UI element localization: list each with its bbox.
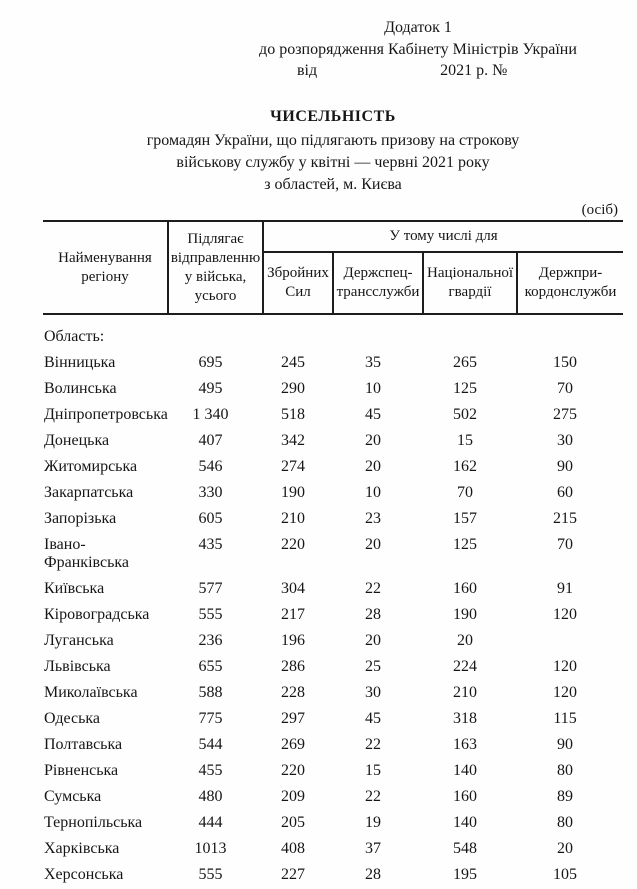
table-row xyxy=(43,350,623,376)
region-cell: Миколаївська xyxy=(44,684,138,701)
value-cell: 120 xyxy=(553,684,578,701)
region-cell: Херсонська xyxy=(44,866,124,883)
title-block xyxy=(43,106,623,196)
value-cell: 286 xyxy=(281,658,305,675)
region-cell: Полтавська xyxy=(44,736,123,753)
value-cell: 19 xyxy=(365,814,381,831)
table-row xyxy=(43,836,623,862)
annex-line-1: Додаток 1 xyxy=(384,19,452,36)
table-row xyxy=(43,654,623,680)
table-row xyxy=(43,532,623,576)
value-cell: 480 xyxy=(198,788,223,805)
value-cell: 220 xyxy=(281,762,305,779)
value-cell: 140 xyxy=(453,814,477,831)
value-cell: 20 xyxy=(365,632,381,649)
value-cell: 20 xyxy=(365,536,381,553)
value-cell: 210 xyxy=(453,684,477,701)
value-cell: 91 xyxy=(557,580,574,597)
value-cell: 274 xyxy=(281,458,305,475)
document-title: ЧИСЕЛЬНІСТЬ xyxy=(270,108,396,125)
table-row xyxy=(43,706,623,732)
table-row xyxy=(43,314,623,350)
value-cell: 245 xyxy=(281,354,305,371)
value-cell: 90 xyxy=(557,458,574,475)
region-cell: Закарпатська xyxy=(44,484,134,501)
region-cell: Вінницька xyxy=(44,354,116,371)
value-cell: 30 xyxy=(365,684,381,701)
value-cell: 22 xyxy=(365,736,381,753)
value-cell: 28 xyxy=(365,866,381,883)
value-cell: 265 xyxy=(453,354,477,371)
value-cell: 588 xyxy=(198,684,223,701)
annex-date-line xyxy=(250,60,586,82)
table-row xyxy=(43,454,623,480)
value-cell: 25 xyxy=(365,658,381,675)
value-cell: 217 xyxy=(281,606,305,623)
value-cell: 45 xyxy=(365,406,381,423)
region-cell: Запорізька xyxy=(44,510,117,527)
region-cell: Тернопільська xyxy=(44,814,143,831)
value-cell: 70 xyxy=(457,484,473,501)
col-header-special-transport: Держспец-трансслужби xyxy=(333,252,423,314)
annex-date-suffix: 2021 р. № xyxy=(440,62,508,79)
region-cell: Волинська xyxy=(44,380,117,397)
table-row xyxy=(43,506,623,532)
value-cell: 544 xyxy=(198,736,223,753)
value-cell: 20 xyxy=(557,840,574,857)
value-cell: 555 xyxy=(198,866,223,883)
value-cell: 224 xyxy=(453,658,477,675)
value-cell: 290 xyxy=(281,380,305,397)
table-row xyxy=(43,680,623,706)
region-cell: Луганська xyxy=(44,632,114,649)
value-cell: 577 xyxy=(198,580,223,597)
table-row xyxy=(43,758,623,784)
value-cell: 20 xyxy=(365,432,381,449)
value-cell: 548 xyxy=(453,840,477,857)
unit-note: (осіб) xyxy=(581,202,618,218)
region-cell: Донецька xyxy=(44,432,110,449)
value-cell: 160 xyxy=(453,788,477,805)
value-cell: 210 xyxy=(281,510,305,527)
col-header-border-service: Держпри-кордонслужби xyxy=(517,252,623,314)
value-cell: 228 xyxy=(281,684,305,701)
value-cell: 125 xyxy=(453,380,477,397)
annex-line-2: до розпорядження Кабінету Міністрів України xyxy=(259,40,577,58)
value-cell: 10 xyxy=(365,380,381,397)
region-cell: Одеська xyxy=(44,710,101,727)
annex-block xyxy=(250,17,586,82)
region-cell: Область: xyxy=(44,328,105,345)
value-cell: 10 xyxy=(365,484,381,501)
table-row xyxy=(43,628,623,654)
value-cell: 15 xyxy=(365,762,381,779)
value-cell: 22 xyxy=(365,788,381,805)
region-cell: Дніпропетровська xyxy=(44,406,168,423)
value-cell: 215 xyxy=(553,510,578,527)
region-cell: Харківська xyxy=(44,840,120,857)
value-cell: 120 xyxy=(553,658,578,675)
value-cell: 20 xyxy=(365,458,381,475)
value-cell xyxy=(333,314,423,350)
value-cell: 105 xyxy=(553,866,578,883)
value-cell: 269 xyxy=(281,736,305,753)
value-cell: 236 xyxy=(198,632,223,649)
value-cell: 80 xyxy=(557,814,574,831)
value-cell: 15 xyxy=(457,432,473,449)
value-cell: 775 xyxy=(198,710,223,727)
table-row xyxy=(43,480,623,506)
value-cell: 160 xyxy=(453,580,477,597)
title-subtitle-line: військову службу у квітні — червні 2021 року xyxy=(176,154,490,171)
value-cell: 37 xyxy=(365,840,381,857)
value-cell: 162 xyxy=(453,458,477,475)
table-header xyxy=(43,221,623,314)
value-cell: 1013 xyxy=(194,840,227,857)
value-cell: 695 xyxy=(198,354,223,371)
value-cell: 220 xyxy=(281,536,305,553)
value-cell: 140 xyxy=(453,762,477,779)
value-cell: 196 xyxy=(281,632,305,649)
value-cell: 304 xyxy=(281,580,305,597)
value-cell: 150 xyxy=(553,354,578,371)
value-cell: 518 xyxy=(281,406,305,423)
value-cell: 455 xyxy=(198,762,223,779)
value-cell: 20 xyxy=(457,632,473,649)
table-row xyxy=(43,402,623,428)
value-cell: 30 xyxy=(557,432,574,449)
value-cell xyxy=(517,628,623,654)
value-cell: 1 340 xyxy=(192,406,229,423)
value-cell: 28 xyxy=(365,606,381,623)
col-header-region: Найменування регіону xyxy=(43,221,168,314)
value-cell: 407 xyxy=(198,432,223,449)
value-cell: 89 xyxy=(557,788,574,805)
value-cell: 227 xyxy=(281,866,305,883)
value-cell: 115 xyxy=(553,710,577,727)
value-cell: 35 xyxy=(365,354,381,371)
table-row xyxy=(43,576,623,602)
annex-date-prefix: від xyxy=(297,62,318,79)
value-cell: 318 xyxy=(453,710,477,727)
value-cell: 163 xyxy=(453,736,477,753)
value-cell: 45 xyxy=(365,710,381,727)
value-cell: 90 xyxy=(557,736,574,753)
value-cell: 495 xyxy=(198,380,223,397)
value-cell: 60 xyxy=(557,484,574,501)
table-row xyxy=(43,602,623,628)
value-cell: 297 xyxy=(281,710,305,727)
value-cell xyxy=(263,314,333,350)
region-cell: Сумська xyxy=(44,788,102,805)
value-cell: 80 xyxy=(557,762,574,779)
value-cell: 342 xyxy=(281,432,305,449)
value-cell: 205 xyxy=(281,814,305,831)
table-body xyxy=(43,314,623,888)
region-cell: Львівська xyxy=(44,658,111,675)
value-cell: 330 xyxy=(198,484,223,501)
value-cell: 502 xyxy=(453,406,477,423)
value-cell: 546 xyxy=(198,458,223,475)
value-cell xyxy=(423,314,517,350)
col-header-national-guard: Національної гвардії xyxy=(423,252,517,314)
col-header-armed-forces: Збройних Сил xyxy=(263,252,333,314)
title-subtitle-line: громадян України, що підлягають призову на строкову xyxy=(146,132,520,149)
value-cell: 70 xyxy=(557,380,574,397)
value-cell: 190 xyxy=(281,484,305,501)
value-cell: 190 xyxy=(453,606,477,623)
value-cell: 275 xyxy=(553,406,578,423)
conscription-table xyxy=(43,220,623,888)
value-cell xyxy=(168,314,263,350)
value-cell: 605 xyxy=(198,510,223,527)
value-cell: 408 xyxy=(281,840,305,857)
table-row xyxy=(43,784,623,810)
value-cell: 444 xyxy=(198,814,223,831)
value-cell: 195 xyxy=(453,866,477,883)
value-cell: 120 xyxy=(553,606,578,623)
region-cell: Київська xyxy=(44,580,105,597)
region-cell: Житомирська xyxy=(44,458,138,475)
value-cell: 655 xyxy=(198,658,223,675)
value-cell: 209 xyxy=(281,788,305,805)
value-cell: 125 xyxy=(453,536,477,553)
title-subtitle-line: з областей, м. Києва xyxy=(264,176,402,193)
col-header-group: У тому числі для xyxy=(263,221,623,252)
table-row xyxy=(43,376,623,402)
table-row xyxy=(43,862,623,888)
value-cell: 555 xyxy=(198,606,223,623)
table-row xyxy=(43,732,623,758)
value-cell: 23 xyxy=(365,510,381,527)
table-row xyxy=(43,428,623,454)
table-row xyxy=(43,810,623,836)
value-cell: 435 xyxy=(198,536,223,553)
value-cell xyxy=(517,314,623,350)
region-cell: Івано-Франківська xyxy=(44,536,130,571)
region-cell: Рівненська xyxy=(44,762,119,779)
value-cell: 22 xyxy=(365,580,381,597)
value-cell: 157 xyxy=(453,510,477,527)
col-header-total: Підлягає відправленню у війська, усього xyxy=(168,221,263,314)
value-cell: 70 xyxy=(557,536,574,553)
region-cell: Кіровоградська xyxy=(44,606,150,623)
